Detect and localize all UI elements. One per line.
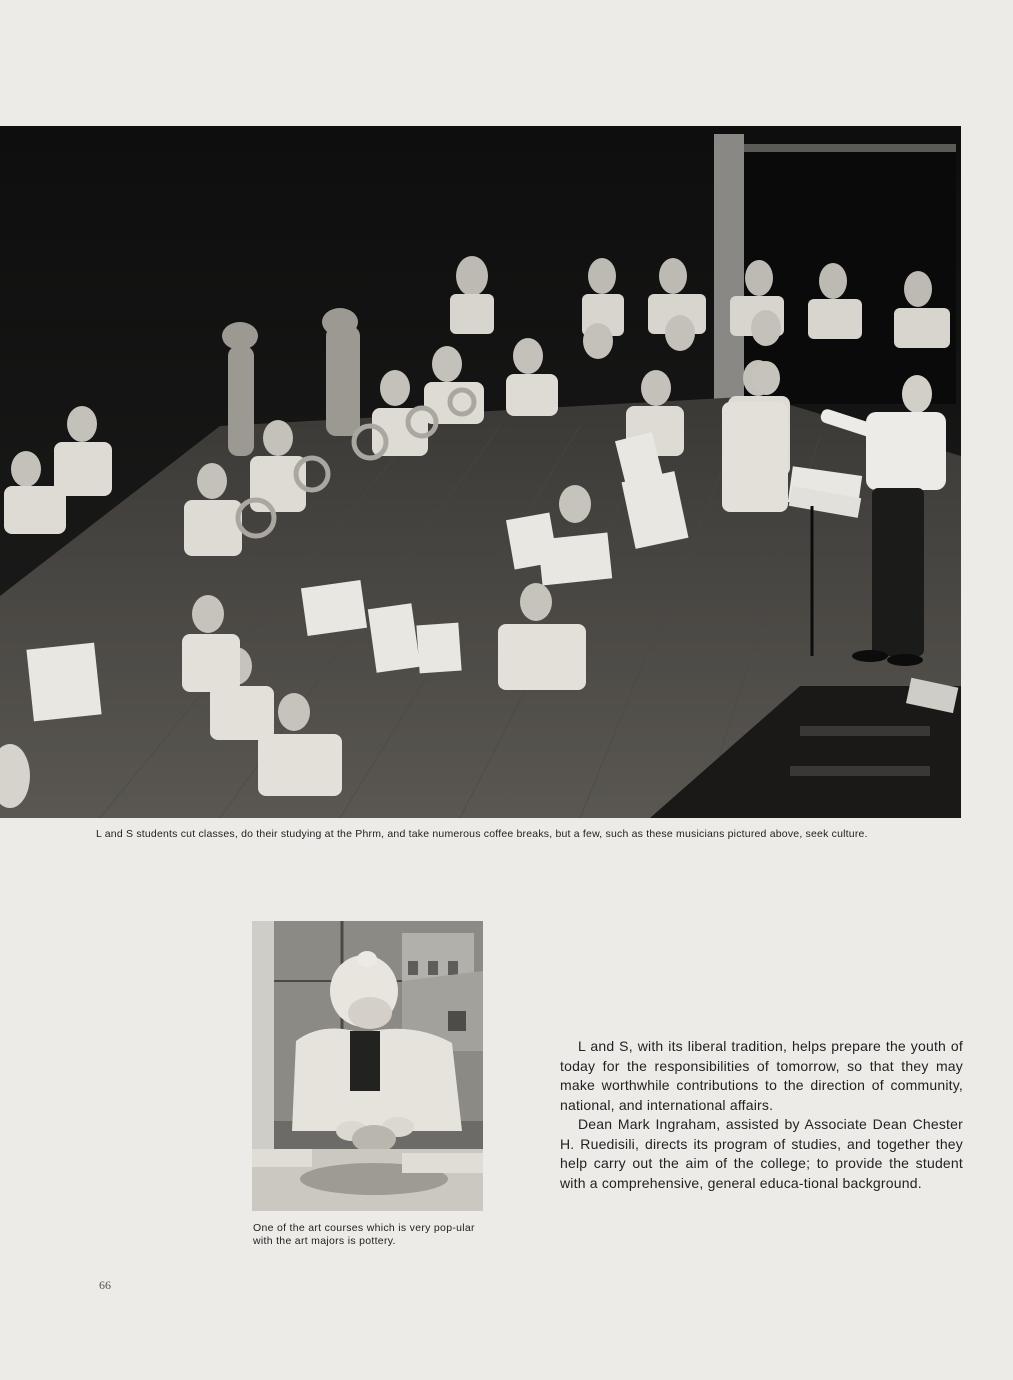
page-number: 66	[99, 1278, 111, 1292]
orchestra-photo	[0, 126, 961, 818]
body-paragraph-1: L and S, with its liberal tradition, helps prepare the youth of today for the responsibilities of tomorrow, so that they may make worthwhile contributions to the direction of community, national, and international affairs.	[560, 1038, 963, 1113]
pottery-photo	[252, 921, 483, 1211]
body-paragraph-2: Dean Mark Ingraham, assisted by Associate Dean Chester H. Ruedisili, directs its program of studies, and together they help carry out the aim of the college; to provide the student with a comprehensive, general educa-tional background.	[560, 1116, 963, 1191]
body-text	[560, 1037, 963, 1193]
pottery-photo-caption: One of the art courses which is very pop-ular with the art majors is pottery.	[253, 1222, 475, 1247]
orchestra-photo-caption: L and S students cut classes, do their studying at the Phrm, and take numerous coffee breaks, but a few, such as these musicians pictured above, seek culture.	[96, 828, 868, 840]
